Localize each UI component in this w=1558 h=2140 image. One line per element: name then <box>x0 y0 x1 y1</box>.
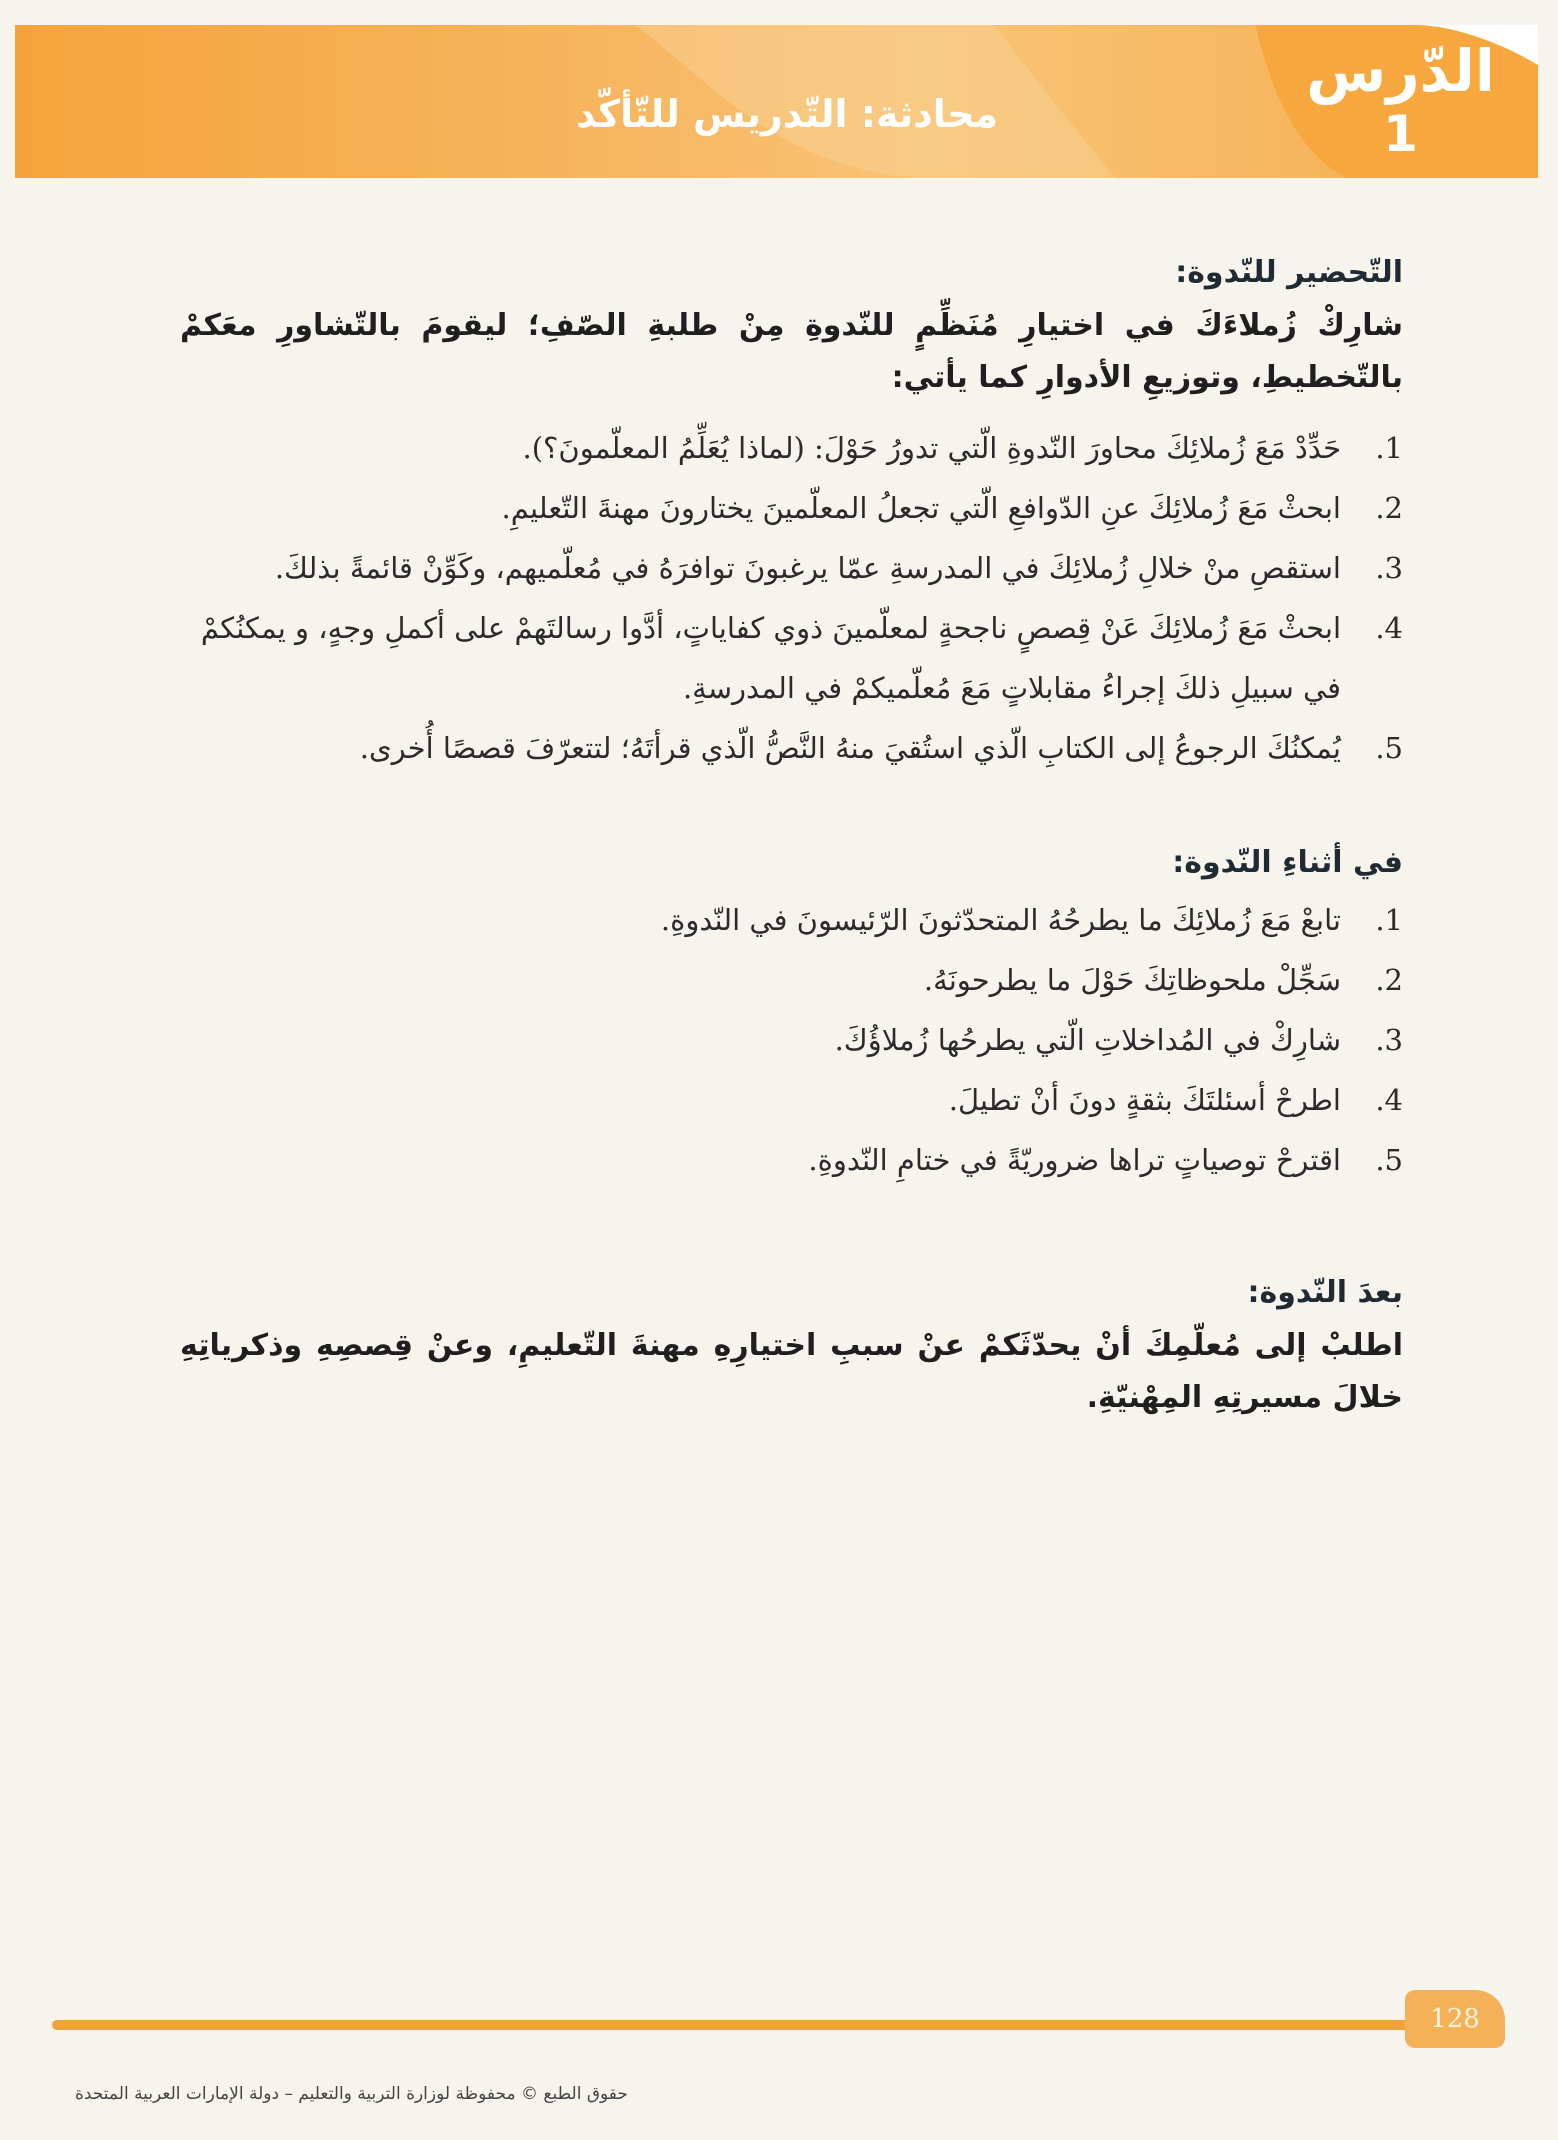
item-text: ابحثْ مَعَ زُملائِكَ عنِ الدّوافعِ الّتي تجعلُ المعلّمينَ يختارونَ مهنةَ التّعليمِ. <box>501 491 1341 525</box>
lesson-subtitle: محادثة: التّدريس للتّأكّد <box>576 92 998 136</box>
section-title: التّحضير للنّدوة: <box>1175 255 1403 290</box>
item-number: 5. <box>1375 1143 1403 1177</box>
item-text: يُمكنُكَ الرجوعُ إلى الكتابِ الّذي استُقيَ منهُ النَّصُّ الّذي قرأتَهُ؛ لتتعرّفَ قصصًا أُخرى. <box>359 731 1341 765</box>
list-item <box>180 718 1403 778</box>
list-item <box>180 418 1403 478</box>
preparation-list <box>180 418 1403 778</box>
item-text: سَجِّلْ ملحوظاتِكَ حَوْلَ ما يطرحونَهُ. <box>923 963 1341 997</box>
footer-bar <box>52 2020 1502 2030</box>
item-number: 4. <box>1375 1083 1403 1117</box>
item-text: تابعْ مَعَ زُملائِكَ ما يطرحُهُ المتحدّثونَ الرّئيسونَ في النّدوةِ. <box>660 903 1341 937</box>
list-item <box>180 890 1403 950</box>
list-item <box>180 1130 1403 1190</box>
section-intro: شارِكْ زُملاءَكَ في اختيارِ مُنَظِّمٍ للنّدوةِ مِنْ طلبةِ الصّفِ؛ ليقومَ بالتّشاورِ معَكمْ بالتّخطيطِ، وتوزيعِ الأدوارِ كما يأتي: <box>180 308 1403 395</box>
item-number: 2. <box>1375 963 1403 997</box>
section-after <box>180 1275 1403 1438</box>
lesson-number: 1 <box>1383 105 1418 163</box>
item-text: اقترحْ توصياتٍ تراها ضروريّةً في ختامِ النّدوةِ. <box>808 1143 1341 1177</box>
list-item <box>180 478 1403 538</box>
list-item <box>180 1070 1403 1130</box>
section-preparation <box>180 255 1403 778</box>
item-number: 1. <box>1375 903 1403 937</box>
item-number: 3. <box>1375 551 1403 585</box>
page-number: 128 <box>1405 1990 1505 2048</box>
lesson-badge <box>1293 36 1508 186</box>
list-item <box>180 598 1403 718</box>
lesson-label: الدّرس <box>1306 37 1495 105</box>
item-number: 4. <box>1375 611 1403 645</box>
item-number: 3. <box>1375 1023 1403 1057</box>
list-item <box>180 950 1403 1010</box>
item-text: اطرحْ أسئلتَكَ بثقةٍ دونَ أنْ تطيلَ. <box>948 1083 1341 1117</box>
item-text: ابحثْ مَعَ زُملائِكَ عَنْ قِصصٍ ناجحةٍ لمعلّمينَ ذوي كفاياتٍ، أدَّوا رسالتَهمْ على أكملِ وجهٍ، و يمكنُكمْ في سبيلِ ذلكَ إجراءُ مقابلاتٍ مَعَ مُعلّميكمْ في المدرسةِ. <box>200 611 1341 705</box>
during-list <box>180 890 1403 1190</box>
item-text: استقصِ منْ خلالِ زُملائِكَ في المدرسةِ عمّا يرغبونَ توافرَهُ في مُعلّميهم، وكَوِّنْ قائمةً بذلكَ. <box>274 551 1341 585</box>
section-during <box>180 845 1403 1190</box>
item-text: شارِكْ في المُداخلاتِ الّتي يطرحُها زُملاؤُكَ. <box>834 1023 1341 1057</box>
item-number: 1. <box>1375 431 1403 465</box>
item-number: 2. <box>1375 491 1403 525</box>
copyright-notice: حقوق الطبع © محفوظة لوزارة التربية والتعليم – دولة الإمارات العربية المتحدة <box>75 2084 628 2104</box>
section-intro: اطلبْ إلى مُعلّمِكَ أنْ يحدّثَكمْ عنْ سببِ اختيارِهِ مهنةَ التّعليمِ، وعنْ قِصصِهِ وذكرياتِهِ خلالَ مسيرتِهِ المِهْنيّةِ. <box>180 1328 1403 1415</box>
section-title: في أثناءِ النّدوة: <box>1172 845 1403 880</box>
item-text: حَدِّدْ مَعَ زُملائِكَ محاورَ النّدوةِ الّتي تدورُ حَوْلَ: (لماذا يُعَلِّمُ المعلّمونَ؟). <box>522 431 1341 465</box>
list-item <box>180 538 1403 598</box>
item-number: 5. <box>1375 731 1403 765</box>
list-item <box>180 1010 1403 1070</box>
section-title: بعدَ النّدوة: <box>1247 1275 1403 1310</box>
